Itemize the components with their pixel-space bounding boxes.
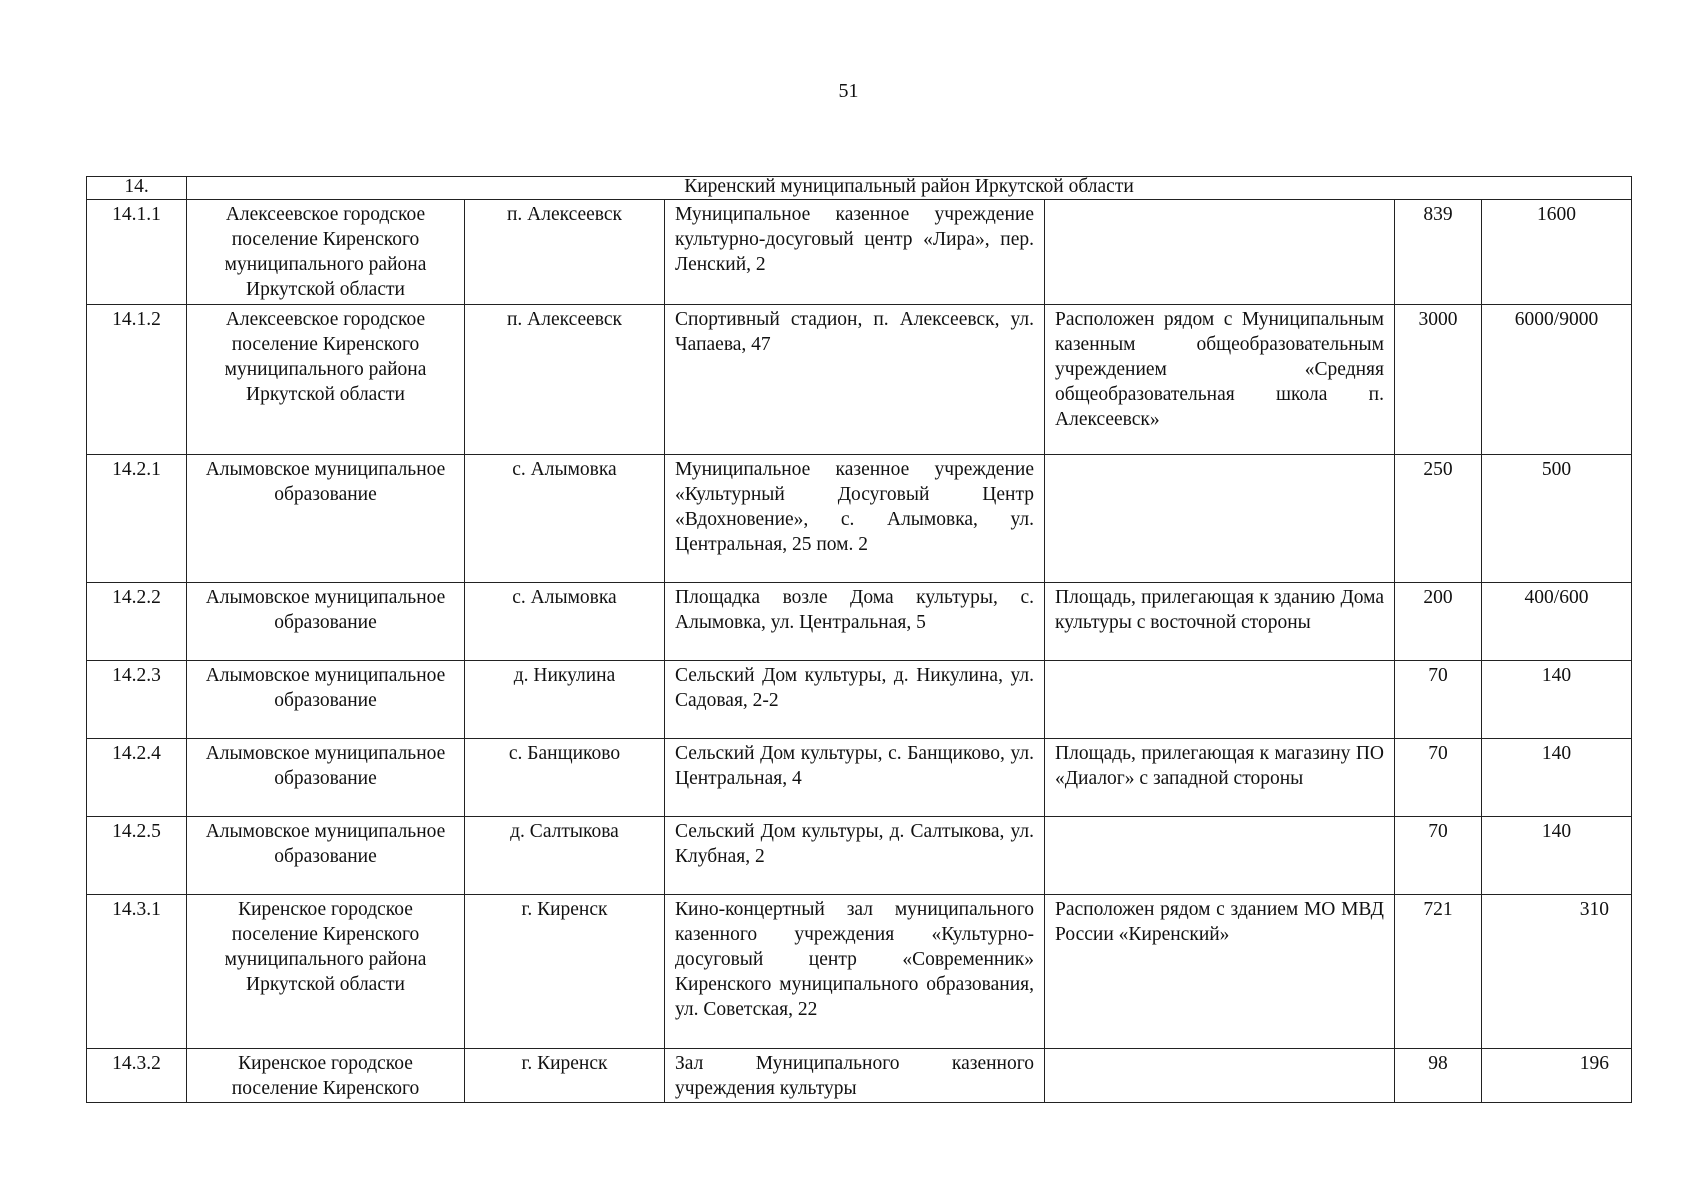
object-cell: Сельский Дом культуры, с. Банщиково, ул. Центральная, 4 bbox=[665, 739, 1045, 817]
table-row bbox=[87, 661, 1632, 739]
municipality-cell: Алымовское муниципальное образование bbox=[187, 583, 465, 661]
note-cell bbox=[1045, 817, 1395, 895]
table-row bbox=[87, 200, 1632, 305]
locality-cell: п. Алексеевск bbox=[465, 305, 665, 455]
locality-cell: с. Банщиково bbox=[465, 739, 665, 817]
value-a-cell: 70 bbox=[1395, 817, 1482, 895]
table-row bbox=[87, 895, 1632, 1049]
note-cell bbox=[1045, 200, 1395, 305]
value-a-cell: 721 bbox=[1395, 895, 1482, 1049]
locality-cell: д. Никулина bbox=[465, 661, 665, 739]
value-a-cell: 70 bbox=[1395, 739, 1482, 817]
note-cell bbox=[1045, 661, 1395, 739]
table-row bbox=[87, 455, 1632, 583]
value-a-cell: 98 bbox=[1395, 1049, 1482, 1103]
row-number: 14.3.1 bbox=[87, 895, 187, 1049]
table-row bbox=[87, 305, 1632, 455]
value-a-cell: 839 bbox=[1395, 200, 1482, 305]
value-b-cell: 140 bbox=[1482, 661, 1632, 739]
municipality-cell: Алымовское муниципальное образование bbox=[187, 817, 465, 895]
row-number: 14.2.3 bbox=[87, 661, 187, 739]
page-number: 51 bbox=[838, 80, 859, 102]
municipality-cell: Алымовское муниципальное образование bbox=[187, 661, 465, 739]
value-b-cell: 140 bbox=[1482, 817, 1632, 895]
table-row bbox=[87, 1049, 1632, 1103]
value-a-cell: 70 bbox=[1395, 661, 1482, 739]
value-b-cell: 500 bbox=[1482, 455, 1632, 583]
row-number: 14.3.2 bbox=[87, 1049, 187, 1103]
note-cell bbox=[1045, 455, 1395, 583]
municipality-cell: Алексеевское городское поселение Киренского муниципального района Иркутской области bbox=[187, 305, 465, 455]
section-number: 14. bbox=[87, 177, 187, 200]
note-cell: Расположен рядом с Муниципальным казенным общеобразовательным учреждением «Средняя общеобразовательная школа п. Алексеевск» bbox=[1045, 305, 1395, 455]
object-cell: Муниципальное казенное учреждение «Культурный Досуговый Центр «Вдохновение», с. Алымовка, ул. Центральная, 25 пом. 2 bbox=[665, 455, 1045, 583]
row-number: 14.2.5 bbox=[87, 817, 187, 895]
object-cell: Сельский Дом культуры, д. Никулина, ул. Садовая, 2-2 bbox=[665, 661, 1045, 739]
locality-cell: г. Киренск bbox=[465, 1049, 665, 1103]
district-header-row bbox=[87, 177, 1632, 200]
municipality-cell: Алымовское муниципальное образование bbox=[187, 455, 465, 583]
value-b-cell: 400/600 bbox=[1482, 583, 1632, 661]
note-cell bbox=[1045, 1049, 1395, 1103]
row-number: 14.2.2 bbox=[87, 583, 187, 661]
locality-cell: г. Киренск bbox=[465, 895, 665, 1049]
locality-cell: с. Алымовка bbox=[465, 455, 665, 583]
row-number: 14.1.1 bbox=[87, 200, 187, 305]
municipality-cell: Алексеевское городское поселение Киренского муниципального района Иркутской области bbox=[187, 200, 465, 305]
locality-cell: п. Алексеевск bbox=[465, 200, 665, 305]
table-row bbox=[87, 817, 1632, 895]
municipality-cell: Киренское городское поселение Киренского bbox=[187, 1049, 465, 1103]
object-cell: Зал Муниципального казенного учреждения культуры bbox=[665, 1049, 1045, 1103]
object-cell: Муниципальное казенное учреждение культурно-досуговый центр «Лира», пер. Ленский, 2 bbox=[665, 200, 1045, 305]
value-b-cell: 6000/9000 bbox=[1482, 305, 1632, 455]
district-title: Киренский муниципальный район Иркутской области bbox=[187, 177, 1632, 200]
value-a-cell: 200 bbox=[1395, 583, 1482, 661]
value-b-cell: 140 bbox=[1482, 739, 1632, 817]
note-cell: Площадь, прилегающая к зданию Дома культуры с восточной стороны bbox=[1045, 583, 1395, 661]
locality-cell: с. Алымовка bbox=[465, 583, 665, 661]
municipality-cell: Алымовское муниципальное образование bbox=[187, 739, 465, 817]
value-b-cell: 1600 bbox=[1482, 200, 1632, 305]
value-a-cell: 250 bbox=[1395, 455, 1482, 583]
object-cell: Спортивный стадион, п. Алексеевск, ул. Чапаева, 47 bbox=[665, 305, 1045, 455]
row-number: 14.2.1 bbox=[87, 455, 187, 583]
municipality-cell: Киренское городское поселение Киренского муниципального района Иркутской области bbox=[187, 895, 465, 1049]
sites-table bbox=[86, 176, 1632, 1103]
object-cell: Сельский Дом культуры, д. Салтыкова, ул. Клубная, 2 bbox=[665, 817, 1045, 895]
object-cell: Кино-концертный зал муниципального казенного учреждения «Культурно-досуговый центр «Современник» Киренского муниципального образования, ул. Советская, 22 bbox=[665, 895, 1045, 1049]
row-number: 14.1.2 bbox=[87, 305, 187, 455]
value-b-cell: 196 bbox=[1482, 1049, 1632, 1103]
object-cell: Площадка возле Дома культуры, с. Алымовка, ул. Центральная, 5 bbox=[665, 583, 1045, 661]
locality-cell: д. Салтыкова bbox=[465, 817, 665, 895]
row-number: 14.2.4 bbox=[87, 739, 187, 817]
table-row bbox=[87, 739, 1632, 817]
table-row bbox=[87, 583, 1632, 661]
value-a-cell: 3000 bbox=[1395, 305, 1482, 455]
value-b-cell: 310 bbox=[1482, 895, 1632, 1049]
note-cell: Расположен рядом с зданием МО МВД России «Киренский» bbox=[1045, 895, 1395, 1049]
note-cell: Площадь, прилегающая к магазину ПО «Диалог» с западной стороны bbox=[1045, 739, 1395, 817]
